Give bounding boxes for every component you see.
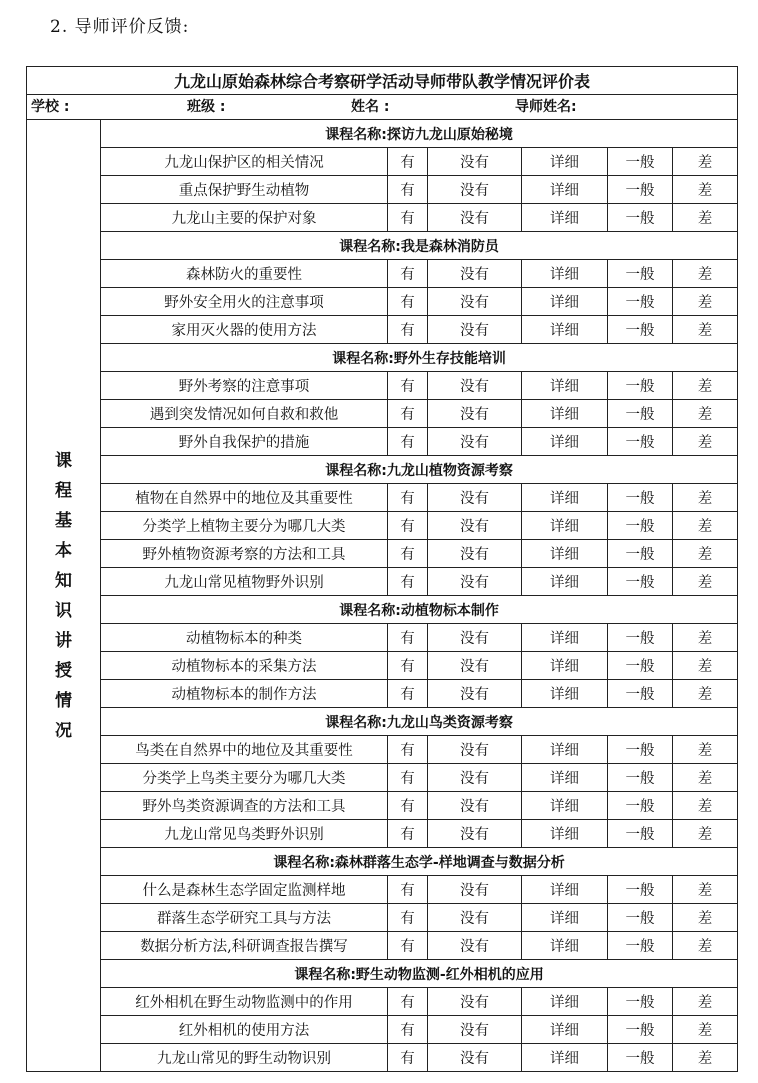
- option-yes[interactable]: 有: [388, 1016, 428, 1044]
- option-no[interactable]: 没有: [428, 540, 522, 568]
- table-row: [27, 624, 738, 652]
- option-average[interactable]: 一般: [608, 484, 673, 512]
- option-average[interactable]: 一般: [608, 652, 673, 680]
- option-average[interactable]: 一般: [608, 288, 673, 316]
- option-detailed[interactable]: 详细: [522, 652, 608, 680]
- option-detailed[interactable]: 详细: [522, 260, 608, 288]
- option-average[interactable]: 一般: [608, 1016, 673, 1044]
- table-row: [27, 680, 738, 708]
- course-header-row: [27, 960, 738, 988]
- option-poor[interactable]: 差: [673, 624, 738, 652]
- option-detailed[interactable]: 详细: [522, 1016, 608, 1044]
- option-poor[interactable]: 差: [673, 204, 738, 232]
- side-label-char: 本: [55, 540, 72, 561]
- topic-label: 九龙山常见鸟类野外识别: [101, 820, 388, 848]
- option-detailed[interactable]: 详细: [522, 680, 608, 708]
- option-no[interactable]: 没有: [428, 736, 522, 764]
- option-no[interactable]: 没有: [428, 288, 522, 316]
- option-no[interactable]: 没有: [428, 820, 522, 848]
- option-average[interactable]: 一般: [608, 792, 673, 820]
- option-no[interactable]: 没有: [428, 1044, 522, 1072]
- option-yes[interactable]: 有: [388, 876, 428, 904]
- option-poor[interactable]: 差: [673, 316, 738, 344]
- course-title: 课程名称:动植物标本制作: [101, 596, 738, 624]
- option-average[interactable]: 一般: [608, 876, 673, 904]
- topic-label: 遇到突发情况如何自救和救他: [101, 400, 388, 428]
- topic-label: 野外安全用火的注意事项: [101, 288, 388, 316]
- topic-label: 红外相机的使用方法: [101, 1016, 388, 1044]
- option-yes[interactable]: 有: [388, 204, 428, 232]
- topic-label: 动植物标本的种类: [101, 624, 388, 652]
- option-detailed[interactable]: 详细: [522, 316, 608, 344]
- option-average[interactable]: 一般: [608, 568, 673, 596]
- option-yes[interactable]: 有: [388, 820, 428, 848]
- table-row: [27, 512, 738, 540]
- option-yes[interactable]: 有: [388, 904, 428, 932]
- option-average[interactable]: 一般: [608, 736, 673, 764]
- option-no[interactable]: 没有: [428, 372, 522, 400]
- option-no[interactable]: 没有: [428, 1016, 522, 1044]
- option-yes[interactable]: 有: [388, 484, 428, 512]
- table-row: [27, 932, 738, 960]
- option-yes[interactable]: 有: [388, 428, 428, 456]
- option-no[interactable]: 没有: [428, 764, 522, 792]
- course-title: 课程名称:九龙山植物资源考察: [101, 456, 738, 484]
- course-header-row: [27, 232, 738, 260]
- option-yes[interactable]: 有: [388, 680, 428, 708]
- option-yes[interactable]: 有: [388, 988, 428, 1016]
- topic-label: 九龙山保护区的相关情况: [101, 148, 388, 176]
- table-row: [27, 792, 738, 820]
- course-title: 课程名称:森林群落生态学-样地调查与数据分析: [101, 848, 738, 876]
- option-no[interactable]: 没有: [428, 624, 522, 652]
- option-poor[interactable]: 差: [673, 568, 738, 596]
- info-row: [27, 95, 738, 120]
- section-heading: 2. 导师评价反馈:: [50, 17, 190, 37]
- option-detailed[interactable]: 详细: [522, 148, 608, 176]
- option-no[interactable]: 没有: [428, 484, 522, 512]
- table-row: [27, 652, 738, 680]
- table-title: 九龙山原始森林综合考察研学活动导师带队教学情况评价表: [27, 67, 738, 95]
- option-no[interactable]: 没有: [428, 876, 522, 904]
- option-yes[interactable]: 有: [388, 568, 428, 596]
- option-average[interactable]: 一般: [608, 624, 673, 652]
- mentor-name-field[interactable]: 导师姓名:: [515, 99, 577, 115]
- info-cell: [27, 95, 738, 120]
- option-detailed[interactable]: 详细: [522, 204, 608, 232]
- topic-label: 九龙山主要的保护对象: [101, 204, 388, 232]
- option-yes[interactable]: 有: [388, 176, 428, 204]
- option-no[interactable]: 没有: [428, 260, 522, 288]
- topic-label: 动植物标本的采集方法: [101, 652, 388, 680]
- topic-label: 什么是森林生态学固定监测样地: [101, 876, 388, 904]
- option-no[interactable]: 没有: [428, 568, 522, 596]
- option-poor[interactable]: 差: [673, 1044, 738, 1072]
- topic-label: 植物在自然界中的地位及其重要性: [101, 484, 388, 512]
- option-detailed[interactable]: 详细: [522, 764, 608, 792]
- table-row: [27, 316, 738, 344]
- option-average[interactable]: 一般: [608, 176, 673, 204]
- course-header-row: [27, 120, 738, 148]
- name-field[interactable]: 姓名 :: [351, 99, 390, 115]
- option-no[interactable]: 没有: [428, 176, 522, 204]
- option-yes[interactable]: 有: [388, 288, 428, 316]
- option-no[interactable]: 没有: [428, 148, 522, 176]
- option-no[interactable]: 没有: [428, 988, 522, 1016]
- evaluation-table: [26, 66, 738, 1072]
- option-detailed[interactable]: 详细: [522, 484, 608, 512]
- option-poor[interactable]: 差: [673, 400, 738, 428]
- course-title: 课程名称:我是森林消防员: [101, 232, 738, 260]
- option-detailed[interactable]: 详细: [522, 988, 608, 1016]
- option-poor[interactable]: 差: [673, 540, 738, 568]
- side-label-char: 情: [55, 690, 72, 711]
- option-average[interactable]: 一般: [608, 764, 673, 792]
- option-yes[interactable]: 有: [388, 372, 428, 400]
- table-row: [27, 540, 738, 568]
- topic-label: 家用灭火器的使用方法: [101, 316, 388, 344]
- table-row: [27, 260, 738, 288]
- option-average[interactable]: 一般: [608, 820, 673, 848]
- option-poor[interactable]: 差: [673, 764, 738, 792]
- topic-label: 红外相机在野生动物监测中的作用: [101, 988, 388, 1016]
- option-no[interactable]: 没有: [428, 932, 522, 960]
- option-detailed[interactable]: 详细: [522, 904, 608, 932]
- topic-label: 鸟类在自然界中的地位及其重要性: [101, 736, 388, 764]
- option-yes[interactable]: 有: [388, 400, 428, 428]
- option-yes[interactable]: 有: [388, 764, 428, 792]
- option-poor[interactable]: 差: [673, 988, 738, 1016]
- table-row: [27, 904, 738, 932]
- option-detailed[interactable]: 详细: [522, 288, 608, 316]
- option-yes[interactable]: 有: [388, 1044, 428, 1072]
- option-average[interactable]: 一般: [608, 204, 673, 232]
- table-row: [27, 876, 738, 904]
- table-row: [27, 148, 738, 176]
- section-side-label: [27, 120, 101, 1072]
- option-average[interactable]: 一般: [608, 512, 673, 540]
- option-average[interactable]: 一般: [608, 540, 673, 568]
- option-poor[interactable]: 差: [673, 820, 738, 848]
- course-header-row: [27, 456, 738, 484]
- option-no[interactable]: 没有: [428, 904, 522, 932]
- option-average[interactable]: 一般: [608, 372, 673, 400]
- option-no[interactable]: 没有: [428, 204, 522, 232]
- course-title: 课程名称:探访九龙山原始秘境: [101, 120, 738, 148]
- option-poor[interactable]: 差: [673, 288, 738, 316]
- topic-label: 野外考察的注意事项: [101, 372, 388, 400]
- topic-label: 野外自我保护的措施: [101, 428, 388, 456]
- option-poor[interactable]: 差: [673, 176, 738, 204]
- course-header-row: [27, 708, 738, 736]
- table-row: [27, 736, 738, 764]
- option-yes[interactable]: 有: [388, 148, 428, 176]
- course-header-row: [27, 596, 738, 624]
- option-no[interactable]: 没有: [428, 652, 522, 680]
- course-header-row: [27, 848, 738, 876]
- course-title: 课程名称:九龙山鸟类资源考察: [101, 708, 738, 736]
- side-label-char: 课: [55, 450, 72, 471]
- option-no[interactable]: 没有: [428, 428, 522, 456]
- option-poor[interactable]: 差: [673, 428, 738, 456]
- course-header-row: [27, 344, 738, 372]
- option-yes[interactable]: 有: [388, 260, 428, 288]
- option-poor[interactable]: 差: [673, 484, 738, 512]
- table-row: [27, 176, 738, 204]
- option-average[interactable]: 一般: [608, 988, 673, 1016]
- option-poor[interactable]: 差: [673, 680, 738, 708]
- option-poor[interactable]: 差: [673, 1016, 738, 1044]
- option-yes[interactable]: 有: [388, 652, 428, 680]
- option-poor[interactable]: 差: [673, 904, 738, 932]
- option-poor[interactable]: 差: [673, 260, 738, 288]
- option-detailed[interactable]: 详细: [522, 820, 608, 848]
- option-detailed[interactable]: 详细: [522, 512, 608, 540]
- option-poor[interactable]: 差: [673, 792, 738, 820]
- side-label-char: 识: [55, 600, 72, 621]
- table-row: [27, 568, 738, 596]
- table-row: [27, 204, 738, 232]
- table-row: [27, 372, 738, 400]
- option-detailed[interactable]: 详细: [522, 372, 608, 400]
- topic-label: 分类学上植物主要分为哪几大类: [101, 512, 388, 540]
- topic-label: 九龙山常见的野生动物识别: [101, 1044, 388, 1072]
- option-detailed[interactable]: 详细: [522, 876, 608, 904]
- option-no[interactable]: 没有: [428, 680, 522, 708]
- option-detailed[interactable]: 详细: [522, 176, 608, 204]
- class-field[interactable]: 班级 :: [187, 99, 226, 115]
- topic-label: 重点保护野生动植物: [101, 176, 388, 204]
- table-row: [27, 820, 738, 848]
- topic-label: 动植物标本的制作方法: [101, 680, 388, 708]
- option-yes[interactable]: 有: [388, 932, 428, 960]
- option-average[interactable]: 一般: [608, 680, 673, 708]
- option-detailed[interactable]: 详细: [522, 932, 608, 960]
- table-row: [27, 988, 738, 1016]
- table-row: [27, 1016, 738, 1044]
- table-row: [27, 288, 738, 316]
- title-row: [27, 67, 738, 95]
- option-detailed[interactable]: 详细: [522, 568, 608, 596]
- option-poor[interactable]: 差: [673, 876, 738, 904]
- option-detailed[interactable]: 详细: [522, 1044, 608, 1072]
- option-poor[interactable]: 差: [673, 652, 738, 680]
- topic-label: 森林防火的重要性: [101, 260, 388, 288]
- side-label-char: 基: [55, 510, 72, 531]
- option-detailed[interactable]: 详细: [522, 428, 608, 456]
- option-detailed[interactable]: 详细: [522, 736, 608, 764]
- side-label-char: 讲: [55, 630, 72, 651]
- side-label-char: 况: [55, 720, 72, 741]
- option-poor[interactable]: 差: [673, 932, 738, 960]
- option-yes[interactable]: 有: [388, 736, 428, 764]
- option-average[interactable]: 一般: [608, 148, 673, 176]
- option-yes[interactable]: 有: [388, 540, 428, 568]
- option-yes[interactable]: 有: [388, 316, 428, 344]
- table-row: [27, 1044, 738, 1072]
- side-label-char: 程: [55, 480, 72, 501]
- option-yes[interactable]: 有: [388, 624, 428, 652]
- option-yes[interactable]: 有: [388, 512, 428, 540]
- option-no[interactable]: 没有: [428, 400, 522, 428]
- option-yes[interactable]: 有: [388, 792, 428, 820]
- option-average[interactable]: 一般: [608, 932, 673, 960]
- table-row: [27, 428, 738, 456]
- option-detailed[interactable]: 详细: [522, 540, 608, 568]
- topic-label: 群落生态学研究工具与方法: [101, 904, 388, 932]
- option-poor[interactable]: 差: [673, 736, 738, 764]
- option-poor[interactable]: 差: [673, 512, 738, 540]
- school-field[interactable]: 学校 :: [31, 99, 70, 115]
- topic-label: 野外植物资源考察的方法和工具: [101, 540, 388, 568]
- option-poor[interactable]: 差: [673, 148, 738, 176]
- option-average[interactable]: 一般: [608, 904, 673, 932]
- course-title: 课程名称:野外生存技能培训: [101, 344, 738, 372]
- side-label-char: 授: [55, 660, 72, 681]
- topic-label: 数据分析方法,科研调查报告撰写: [101, 932, 388, 960]
- option-average[interactable]: 一般: [608, 316, 673, 344]
- topic-label: 九龙山常见植物野外识别: [101, 568, 388, 596]
- option-average[interactable]: 一般: [608, 260, 673, 288]
- option-poor[interactable]: 差: [673, 372, 738, 400]
- table-row: [27, 484, 738, 512]
- option-no[interactable]: 没有: [428, 512, 522, 540]
- option-detailed[interactable]: 详细: [522, 792, 608, 820]
- table-row: [27, 764, 738, 792]
- option-detailed[interactable]: 详细: [522, 624, 608, 652]
- option-no[interactable]: 没有: [428, 316, 522, 344]
- option-average[interactable]: 一般: [608, 428, 673, 456]
- side-label-char: 知: [55, 570, 72, 591]
- table-row: [27, 400, 738, 428]
- course-title: 课程名称:野生动物监测-红外相机的应用: [101, 960, 738, 988]
- option-average[interactable]: 一般: [608, 1044, 673, 1072]
- option-no[interactable]: 没有: [428, 792, 522, 820]
- option-average[interactable]: 一般: [608, 400, 673, 428]
- option-detailed[interactable]: 详细: [522, 400, 608, 428]
- topic-label: 野外鸟类资源调查的方法和工具: [101, 792, 388, 820]
- topic-label: 分类学上鸟类主要分为哪几大类: [101, 764, 388, 792]
